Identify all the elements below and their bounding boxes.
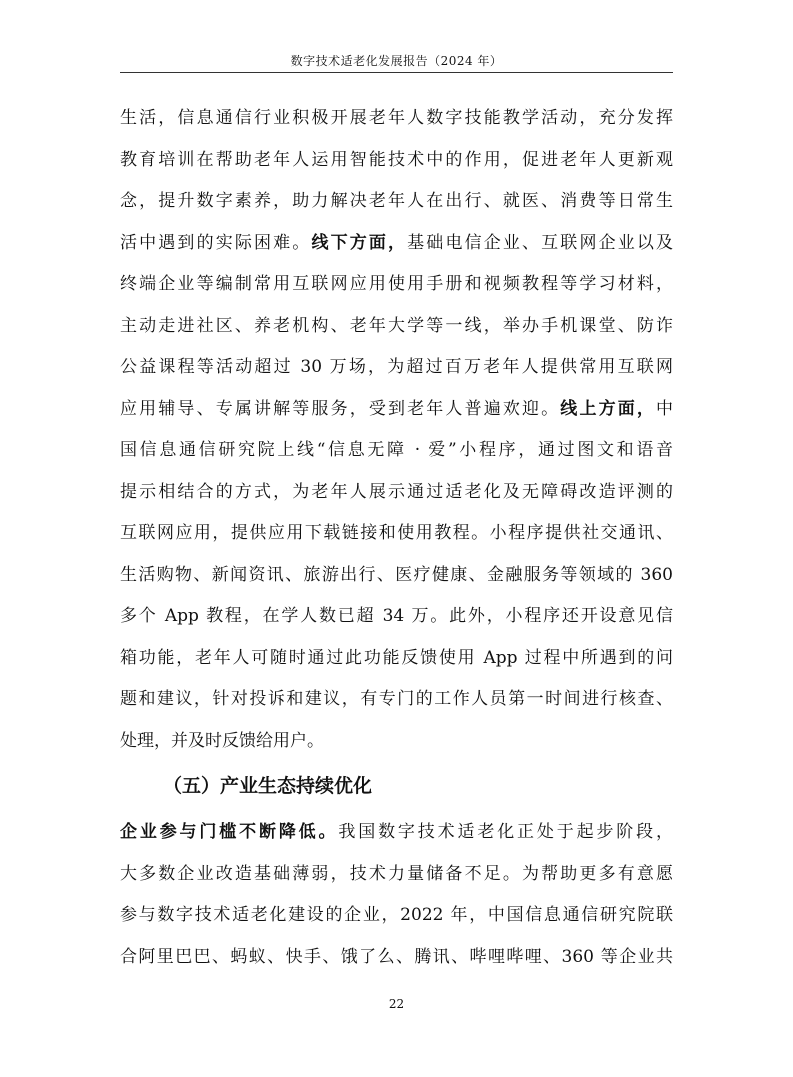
line-text: 终端企业等编制常用互联网应用使用手册和视频教程等学习材料， — [120, 274, 673, 294]
line-text: 我国数字技术适老化正处于起步阶段， — [338, 822, 674, 842]
line-text: 基础电信企业、互联网企业以及 — [407, 232, 674, 253]
line-text: 念，提升数字素养，助力解决老年人在出行、就医、消费等日常生 — [120, 191, 673, 211]
text-line — [120, 140, 673, 182]
header-divider — [120, 72, 673, 73]
line-text: 大多数企业改造基础薄弱，技术力量储备不足。为帮助更多有意愿 — [120, 863, 673, 884]
line-text: 公益课程等活动超过 30 万场，为超过百万老年人提供常用互联网 — [120, 357, 673, 377]
page-header-title: 数字技术适老化发展报告（2024 年） — [290, 54, 503, 68]
paragraph-2 — [120, 812, 673, 978]
text-line — [120, 223, 673, 265]
text-line — [120, 430, 673, 472]
line-text: 参与数字技术适老化建设的企业，2022 年，中国信息通信研究院联 — [120, 905, 673, 925]
section-heading: （五）产业生态持续优化 — [163, 775, 373, 797]
text-line — [120, 389, 673, 431]
text-line — [120, 472, 673, 514]
text-line — [120, 721, 673, 763]
bold-lead-online: 线上方面， — [560, 398, 657, 419]
text-line — [120, 638, 673, 680]
line-text: 生活，信息通信行业积极开展老年人数字技能教学活动，充分发挥 — [120, 108, 673, 128]
line-text: 合阿里巴巴、蚂蚁、快手、饿了么、腾讯、哔哩哔哩、360 等企业共 — [120, 946, 673, 967]
line-text: 多个 App 教程，在学人数已超 34 万。此外，小程序还开设意见信 — [120, 606, 673, 626]
line-text: 活中遇到的实际困难。 — [120, 232, 312, 253]
text-line — [120, 513, 673, 555]
text-line — [120, 812, 673, 854]
text-line — [120, 264, 673, 306]
line-text: 题和建议，针对投诉和建议，有专门的工作人员第一时间进行核查、 — [120, 689, 673, 709]
text-line — [120, 181, 673, 223]
line-text: 中 — [656, 398, 674, 419]
bold-lead-offline: 线下方面， — [311, 232, 408, 253]
line-text: 箱功能，老年人可随时通过此功能反馈使用 App 过程中所遇到的问 — [120, 647, 673, 668]
paragraph-1 — [120, 98, 673, 762]
text-line — [120, 937, 673, 979]
text-line — [120, 555, 673, 597]
text-line — [120, 596, 673, 638]
text-line — [120, 679, 673, 721]
text-line — [120, 895, 673, 937]
line-text: 提示相结合的方式，为老年人展示通过适老化及无障碍改造评测的 — [120, 481, 673, 502]
page-number: 22 — [388, 997, 405, 1011]
line-text: 生活购物、新闻资讯、旅游出行、医疗健康、金融服务等领域的 360 — [120, 564, 673, 585]
text-line — [120, 306, 673, 348]
line-text: 主动走进社区、养老机构、老年大学等一线，举办手机课堂、防诈 — [120, 315, 673, 336]
line-text: 互联网应用，提供应用下载链接和使用教程。小程序提供社交通讯、 — [120, 523, 673, 543]
bold-lead-enterprise: 企业参与门槛不断降低。 — [120, 822, 339, 842]
line-text: 教育培训在帮助老年人运用智能技术中的作用，促进老年人更新观 — [120, 149, 673, 170]
text-line — [120, 347, 673, 389]
text-line — [120, 98, 673, 140]
text-line — [120, 854, 673, 896]
line-text: 处理，并及时反馈给用户。 — [120, 730, 324, 751]
line-text: 国信息通信研究院上线“信息无障 · 爱”小程序，通过图文和语音 — [120, 440, 673, 460]
line-text: 应用辅导、专属讲解等服务，受到老年人普遍欢迎。 — [120, 398, 561, 419]
